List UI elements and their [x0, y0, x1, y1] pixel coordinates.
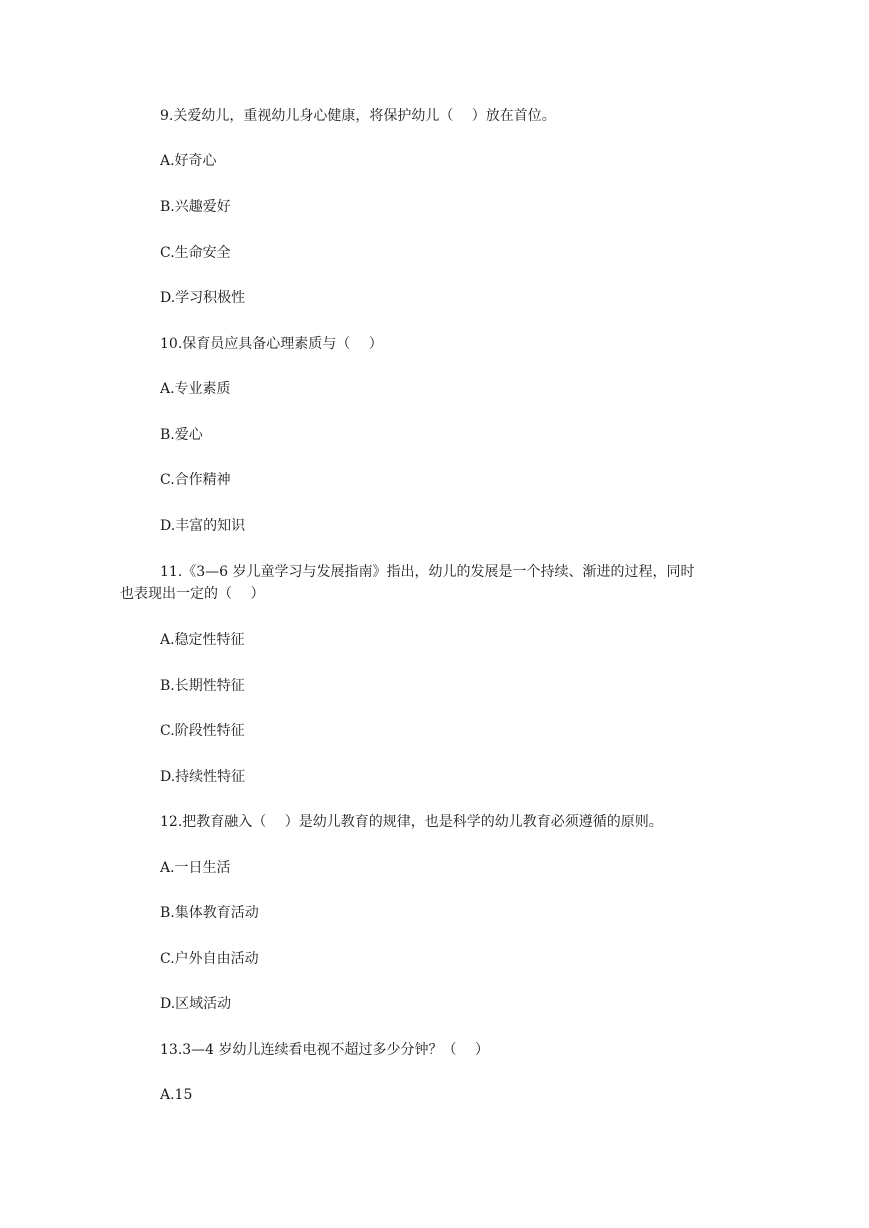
question-11-option-a: A.稳定性特征 [160, 632, 245, 648]
question-13-option-a: A.15 [160, 1087, 193, 1103]
question-12-option-a: A.一日生活 [160, 860, 231, 876]
question-12-option-b: B.集体教育活动 [160, 905, 259, 921]
question-9-option-b: B.兴趣爱好 [160, 199, 231, 215]
question-12-stem: 12.把教育融入（ ）是幼儿教育的规律，也是科学的幼儿教育必须遵循的原则。 [160, 814, 663, 830]
question-10-option-c: C.合作精神 [160, 472, 231, 488]
question-9-option-d: D.学习积极性 [160, 290, 246, 306]
question-11-option-b: B.长期性特征 [160, 678, 245, 694]
question-11-stem-line2: 也表现出一定的（ ） [120, 586, 265, 602]
question-11-option-d: D.持续性特征 [160, 769, 246, 785]
question-13-stem: 13.3—4 岁幼儿连续看电视不超过多少分钟？（ ） [160, 1042, 489, 1058]
question-10-option-d: D.丰富的知识 [160, 518, 246, 534]
question-10-option-b: B.爱心 [160, 427, 203, 443]
question-11-option-c: C.阶段性特征 [160, 723, 245, 739]
question-12-option-c: C.户外自由活动 [160, 951, 259, 967]
question-10-stem: 10.保育员应具备心理素质与（ ） [160, 336, 383, 352]
question-9-option-a: A.好奇心 [160, 153, 217, 169]
question-12-option-d: D.区域活动 [160, 996, 232, 1012]
question-11-stem-line1: 11.《3—6 岁儿童学习与发展指南》指出，幼儿的发展是一个持续、渐进的过程，同时 [160, 564, 695, 580]
question-9-stem: 9.关爱幼儿，重视幼儿身心健康，将保护幼儿（ ）放在首位。 [160, 108, 556, 124]
question-10-option-a: A.专业素质 [160, 381, 231, 397]
question-9-option-c: C.生命安全 [160, 245, 231, 261]
